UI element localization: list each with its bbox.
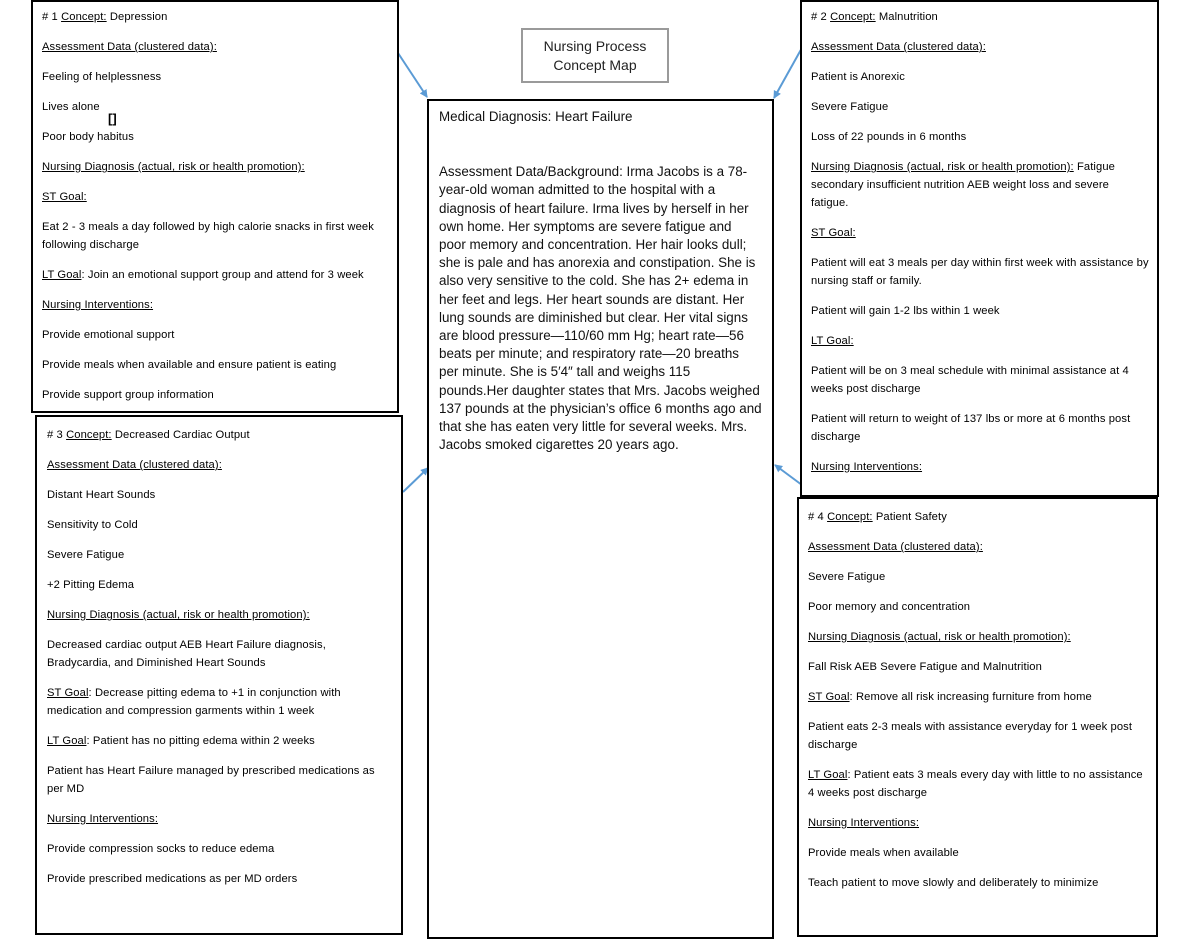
map-title-line1: Nursing Process [543,37,647,54]
concept-2-interventions-label: Nursing Interventions: [811,461,923,473]
concept-4-box [797,497,1158,937]
concept-4-st-goal-extra: Patient eats 2-3 meals with assistance everyday for 1 week post discharge [808,721,1133,751]
concept-4-lt-goal: LT Goal: Patient eats 3 meals every day with little to no assistance 4 weeks post discharge [808,769,1143,799]
concept-1-box [31,0,399,413]
concept-4-interventions-label: Nursing Interventions: [808,817,920,829]
concept-3-intervention: Provide compression socks to reduce edema [47,843,275,855]
concept-4-assessment-item: Poor memory and concentration [808,601,971,613]
concept-1-diagnosis-label: Nursing Diagnosis (actual, risk or health promotion): [42,161,305,173]
concept-3-assessment-label: Assessment Data (clustered data): [47,459,222,471]
concept-2-box [800,0,1159,497]
concept-1-st-goal: Eat 2 - 3 meals a day followed by high calorie snacks in first week following discharge [42,221,374,251]
concept-4-heading: # 4 Concept: Patient Safety [808,511,947,523]
medical-diagnosis: Medical Diagnosis: Heart Failure [439,109,633,124]
concept-2-diagnosis: Nursing Diagnosis (actual, risk or health promotion): Fatigue secondary insufficient nutrition AEB weight loss and severe fatigue. [811,161,1115,209]
text-cursor-mark: [] [108,111,117,126]
concept-2-heading: # 2 Concept: Malnutrition [811,11,938,23]
concept-2-st-goal-label: ST Goal: [811,227,856,239]
concept-3-heading: # 3 Concept: Decreased Cardiac Output [47,429,250,441]
concept-1-intervention: Provide emotional support [42,329,175,341]
map-title-line2: Concept Map [553,56,637,73]
concept-3-assessment-item: Sensitivity to Cold [47,519,138,531]
concept-3-interventions-label: Nursing Interventions: [47,813,159,825]
assessment-background: Assessment Data/Background: Irma Jacobs is a 78-year-old woman admitted to the hospital with a diagnosis of heart failure. Irma lives by herself in her own home. Her symptoms are severe fatigue and poor memory and concentration. Her hair looks dull; she is pale and has anorexia and constipation. She is also very sensitive to the cold. She has 2+ edema in her feet and legs. Her heart sounds are distant. Her lung sounds are diminished but clear. Her vital signs are blood pressure—110/60 mm Hg; heart rate—56 beats per minute; and respiratory rate—20 breaths per minute. She is 5′4″ tall and weighs 115 pounds.Her daughter states that Mrs. Jacobs weighed 137 pounds at the physician’s office 6 months ago and that she has eaten very little for several weeks. Mrs. Jacobs smoked cigarettes 20 years ago. [439,164,762,453]
concept-3-lt-goal: LT Goal: Patient has no pitting edema within 2 weeks [47,735,315,747]
concept-2-lt-goal: Patient will be on 3 meal schedule with minimal assistance at 4 weeks post discharge [811,365,1129,395]
concept-4-st-goal: ST Goal: Remove all risk increasing furniture from home [808,691,1092,703]
concept-2-assessment-label: Assessment Data (clustered data): [811,41,986,53]
concept-1-lt-goal: LT Goal: Join an emotional support group and attend for 3 week [42,269,364,281]
concept-4-assessment-item: Severe Fatigue [808,571,886,583]
concept-3-diagnosis-label: Nursing Diagnosis (actual, risk or health promotion): [47,609,310,621]
concept-1-assessment-item: Poor body habitus [42,131,134,143]
concept-3-intervention: Provide prescribed medications as per MD orders [47,873,298,885]
concept-4-assessment-label: Assessment Data (clustered data): [808,541,983,553]
concept-4-diagnosis: Fall Risk AEB Severe Fatigue and Malnutrition [808,661,1042,673]
concept-3-lt-goal-extra: Patient has Heart Failure managed by prescribed medications as per MD [47,765,375,795]
concept-1-heading: # 1 Concept: Depression [42,11,168,23]
concept-1-assessment-item: Lives alone [42,101,100,113]
concept-1-intervention: Provide support group information [42,389,214,401]
connector-arrow-concept2 [774,46,803,98]
map-title-box [521,28,669,83]
concept-4-intervention: Teach patient to move slowly and deliberately to minimize [808,877,1099,889]
concept-2-st-goal: Patient will gain 1-2 lbs within 1 week [811,305,1000,317]
concept-1-assessment-label: Assessment Data (clustered data): [42,41,217,53]
connector-arrow-concept1 [398,53,427,97]
concept-1-interventions-label: Nursing Interventions: [42,299,154,311]
concept-1-intervention: Provide meals when available and ensure patient is eating [42,359,337,371]
concept-3-st-goal: ST Goal: Decrease pitting edema to +1 in conjunction with medication and compression garments within 1 week [47,687,341,717]
concept-2-assessment-item: Patient is Anorexic [811,71,905,83]
concept-1-assessment-item: Feeling of helplessness [42,71,162,83]
concept-3-box [35,415,403,935]
concept-2-assessment-item: Loss of 22 pounds in 6 months [811,131,967,143]
concept-2-lt-goal: Patient will return to weight of 137 lbs or more at 6 months post discharge [811,413,1131,443]
concept-2-lt-goal-label: LT Goal: [811,335,854,347]
concept-2-st-goal: Patient will eat 3 meals per day within first week with assistance by nursing staff or family. [811,257,1149,287]
concept-3-assessment-item: Distant Heart Sounds [47,489,156,501]
concept-3-assessment-item: +2 Pitting Edema [47,579,135,591]
concept-3-assessment-item: Severe Fatigue [47,549,125,561]
medical-diagnosis-box [427,99,774,939]
concept-4-diagnosis-label: Nursing Diagnosis (actual, risk or health promotion): [808,631,1071,643]
concept-2-assessment-item: Severe Fatigue [811,101,889,113]
concept-3-diagnosis: Decreased cardiac output AEB Heart Failure diagnosis, Bradycardia, and Diminished Heart Sounds [47,639,326,669]
concept-1-st-goal-label: ST Goal: [42,191,87,203]
concept-4-intervention: Provide meals when available [808,847,959,859]
connector-arrow-concept3 [403,468,428,492]
